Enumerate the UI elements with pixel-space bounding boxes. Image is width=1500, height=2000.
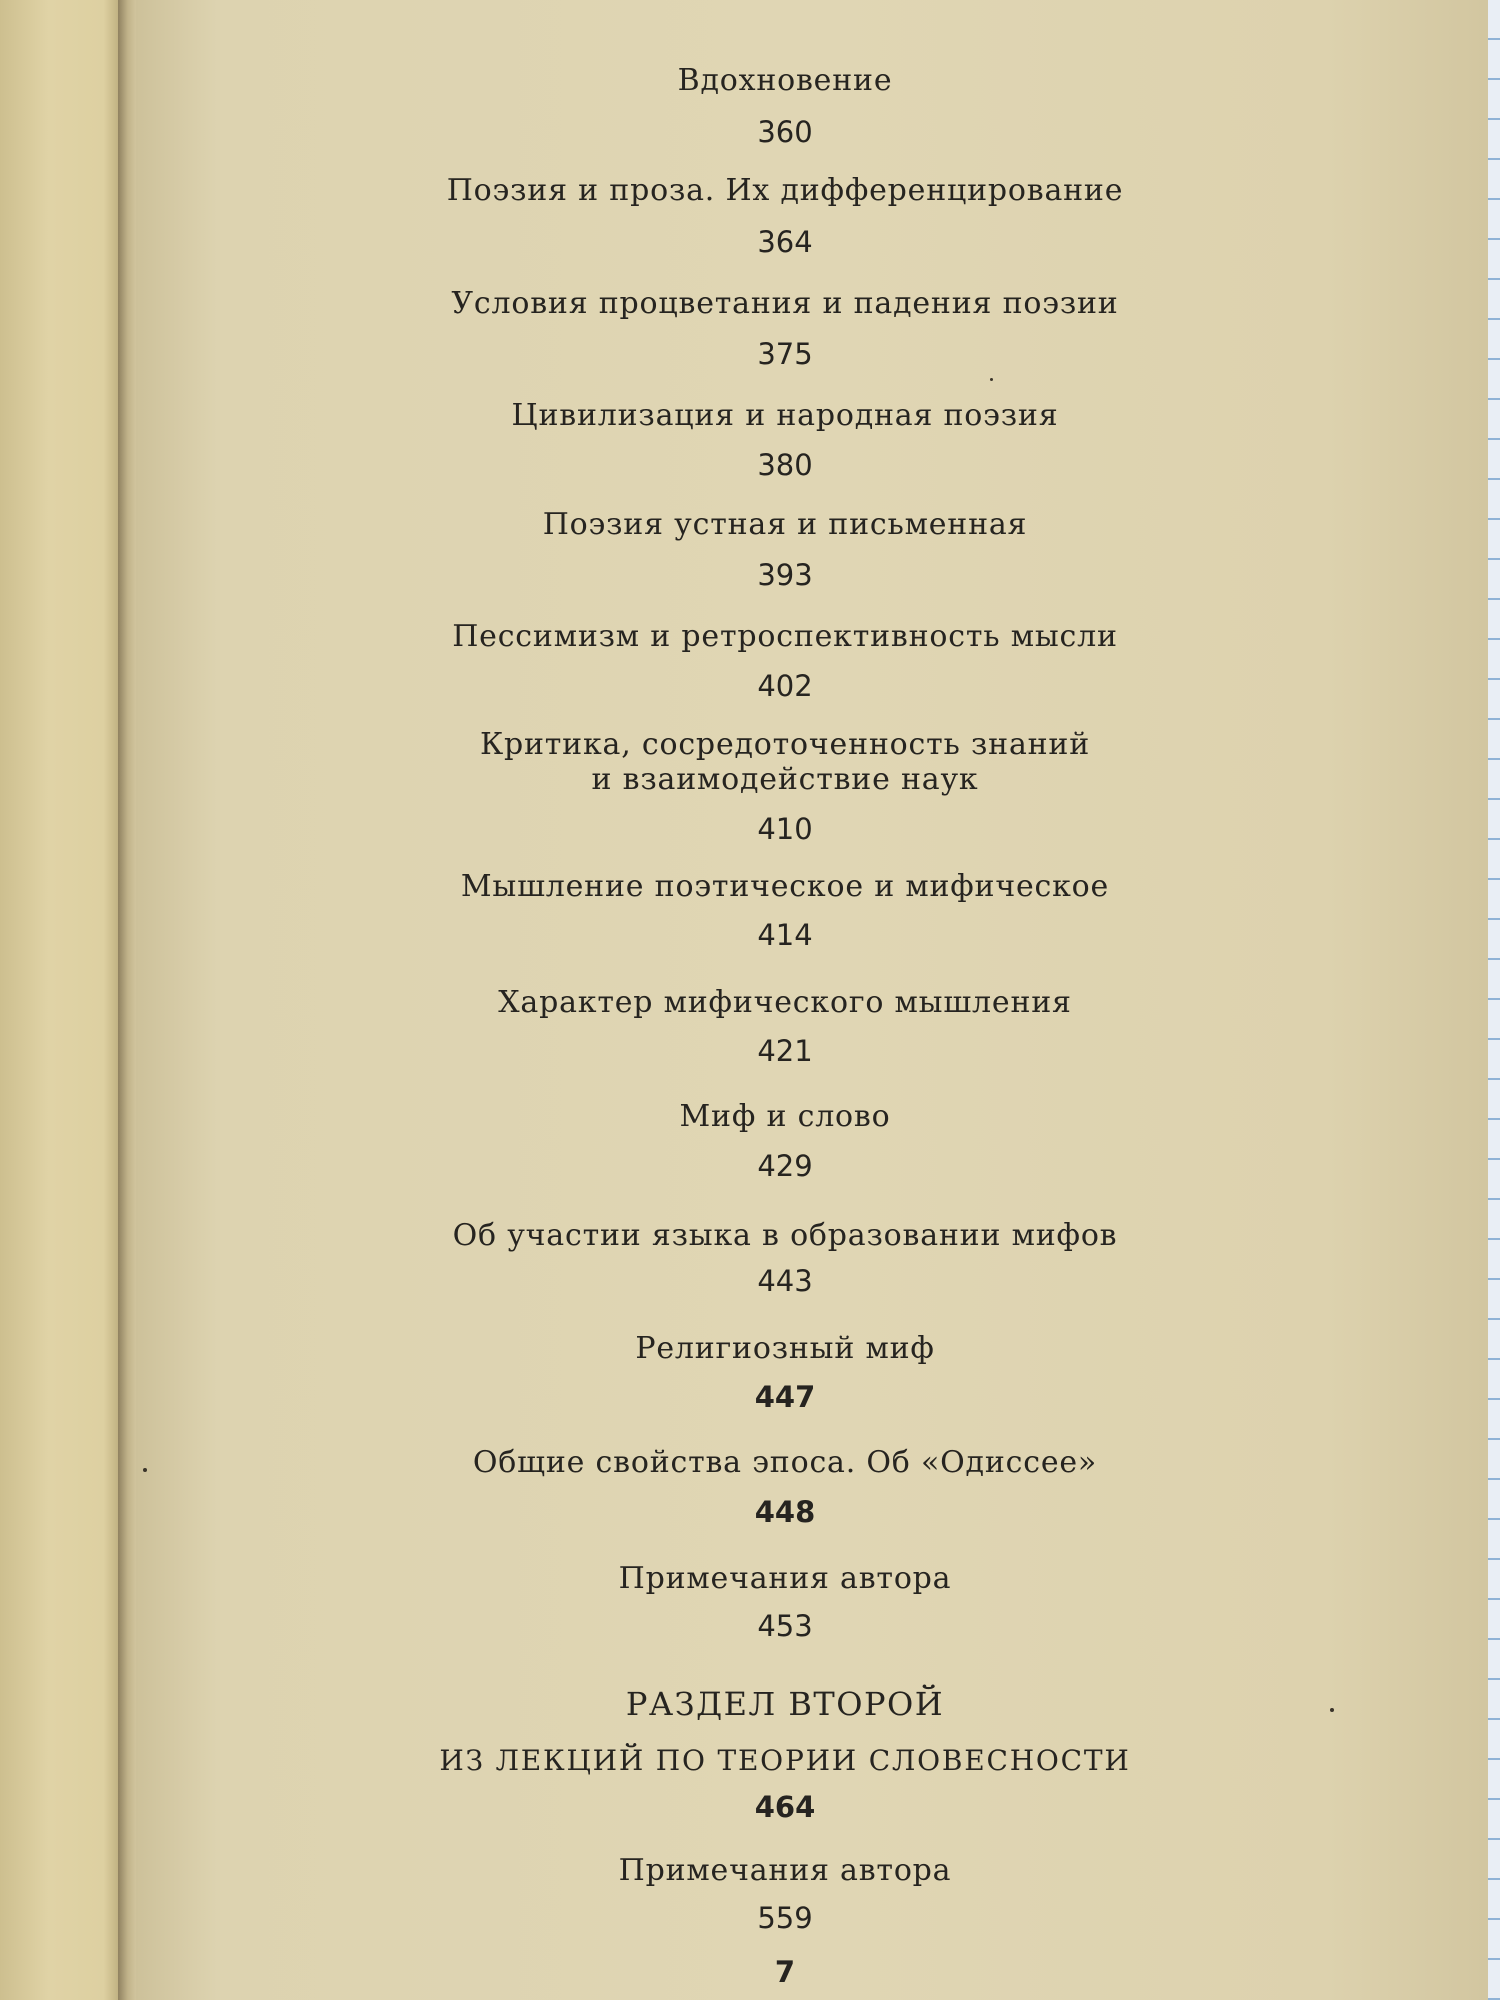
section-page: 464 [754, 1790, 816, 1824]
toc-entry-title: Миф и слово [679, 1099, 891, 1134]
notes-title: Примечания автора [618, 1853, 952, 1888]
toc-entry-page: 360 [757, 115, 813, 149]
toc-entry-page: 443 [757, 1264, 813, 1298]
ink-speck [990, 378, 993, 381]
toc-entry-page: 429 [757, 1149, 813, 1183]
toc-entry-title: Общие свойства эпоса. Об «Одиссее» [472, 1445, 1098, 1480]
toc-entry-page: 414 [757, 918, 813, 952]
toc-entry-page: 375 [757, 337, 813, 371]
toc-entry-page: 453 [757, 1609, 813, 1643]
folio-page-number: 7 [774, 1955, 796, 1989]
toc-entry-title: Критика, сосредоточенность знаний [479, 727, 1091, 762]
toc-entry-title: Цивилизация и народная поэзия [511, 398, 1059, 433]
toc-entry-page: 410 [757, 812, 813, 846]
toc-entry-title: Поэзия и проза. Их дифференцирование [446, 173, 1124, 208]
toc-entry-page: 447 [754, 1380, 816, 1414]
ink-speck [143, 1468, 147, 1472]
toc-entry-title-continued: и взаимодействие наук [591, 762, 979, 797]
toc-entry-title: Поэзия устная и письменная [542, 507, 1028, 542]
ink-speck [1330, 1708, 1334, 1712]
toc-entry-title: Вдохновение [677, 63, 893, 98]
toc-entry-title: Характер мифического мышления [498, 985, 1072, 1020]
toc-entry-title: Религиозный миф [635, 1331, 935, 1366]
toc-entry-title: Примечания автора [618, 1561, 952, 1596]
toc-entry-title: Условия процветания и падения поэзии [451, 286, 1119, 321]
notes-page: 559 [757, 1901, 813, 1935]
toc-entry-page: 364 [757, 225, 813, 259]
toc-entry-title: Пессимизм и ретроспективность мысли [452, 619, 1118, 654]
toc-entry-title: Мышление поэтическое и мифическое [460, 869, 1110, 904]
toc-entry-page: 393 [757, 558, 813, 592]
section-subheading: ИЗ ЛЕКЦИЙ ПО ТЕОРИИ СЛОВЕСНОСТИ [439, 1744, 1131, 1777]
toc-entry-page: 402 [757, 669, 813, 703]
toc-entry-title: Об участии языка в образовании мифов [452, 1218, 1118, 1253]
section-heading: РАЗДЕЛ ВТОРОЙ [625, 1685, 945, 1723]
toc-entry-page: 421 [757, 1034, 813, 1068]
toc-entry-page: 380 [757, 448, 813, 482]
toc-entry-page: 448 [754, 1495, 816, 1529]
